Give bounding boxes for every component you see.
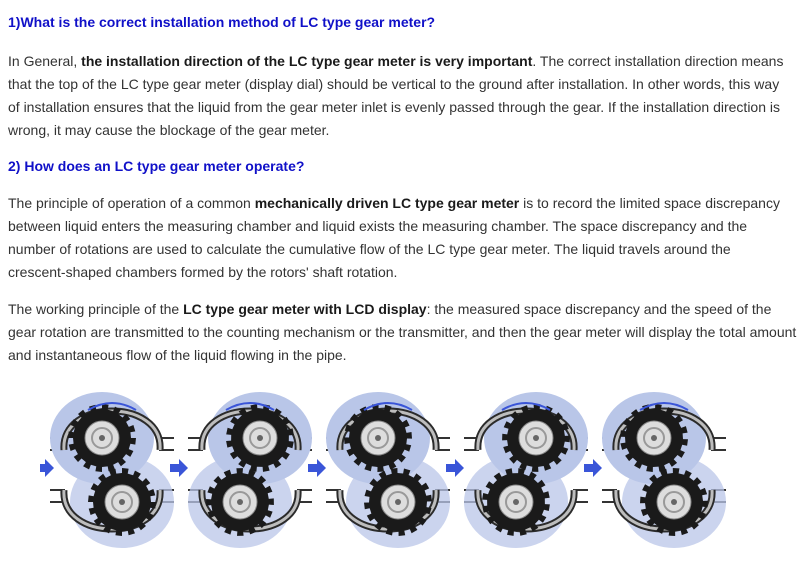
text-run: The working principle of the bbox=[8, 301, 184, 317]
paragraph-operation-principle bbox=[8, 192, 792, 284]
meter-stage bbox=[584, 392, 726, 548]
gear-axle bbox=[671, 499, 677, 505]
flow-arrow-icon bbox=[584, 459, 602, 477]
gear-axle bbox=[99, 435, 105, 441]
text-run: The principle of operation of a common bbox=[8, 195, 255, 211]
gear-axle bbox=[651, 435, 657, 441]
gear-axle bbox=[395, 499, 401, 505]
flow-arrow-icon bbox=[40, 459, 54, 477]
meter-stage bbox=[446, 392, 588, 548]
gear-axle bbox=[237, 499, 243, 505]
text-run: is to record the limited space discrepancy between liquid enters the measuring chamber and liquid exists the measuring chamber. The space discrepancy and the number of rotations are used to calculate the cumulative flow of the LC type gear meter. The liquid travels around the crescent-shaped chambers formed by the rotors' shaft rotation. bbox=[8, 195, 780, 280]
heading-installation: 1)What is the correct installation method of LC type gear meter? bbox=[8, 14, 436, 30]
flow-arrow-icon bbox=[308, 459, 326, 477]
text-run: In General, bbox=[8, 53, 82, 69]
gear-axle bbox=[533, 435, 539, 441]
flow-arrow-icon bbox=[446, 459, 464, 477]
gear-axle bbox=[257, 435, 263, 441]
meter-stage bbox=[40, 392, 174, 548]
paragraph-installation bbox=[8, 50, 792, 142]
paragraph-lcd-principle bbox=[8, 298, 798, 367]
text-run: : the measured space discrepancy and the speed of the gear rotation are transmitted to the counting mechanism or the transmitter, and then the gear meter will display the total amount and instantaneous flow of the liquid flowing in the pipe. bbox=[8, 301, 797, 363]
gear-axle bbox=[513, 499, 519, 505]
gear-axle bbox=[375, 435, 381, 441]
meter-stage bbox=[308, 392, 450, 548]
bold-text: mechanically driven LC type gear meter bbox=[254, 195, 520, 211]
meter-stage bbox=[170, 392, 312, 548]
text-run: . The correct installation direction means that the top of the LC type gear meter (display dial) should be vertical to the ground after installation. In other words, this way of installation ensures that the liquid from the gear meter inlet is evenly passed through the gear. If the installation direction is wrong, it may cause the blockage of the gear meter. bbox=[8, 53, 784, 138]
flow-arrow-icon bbox=[170, 459, 188, 477]
gear-axle bbox=[119, 499, 125, 505]
gear-meter-operation-diagram bbox=[40, 388, 770, 553]
bold-text: LC type gear meter with LCD display bbox=[183, 301, 427, 317]
heading-operation: 2) How does an LC type gear meter operate? bbox=[8, 158, 305, 174]
bold-text: the installation direction of the LC type gear meter is very important bbox=[81, 53, 533, 69]
